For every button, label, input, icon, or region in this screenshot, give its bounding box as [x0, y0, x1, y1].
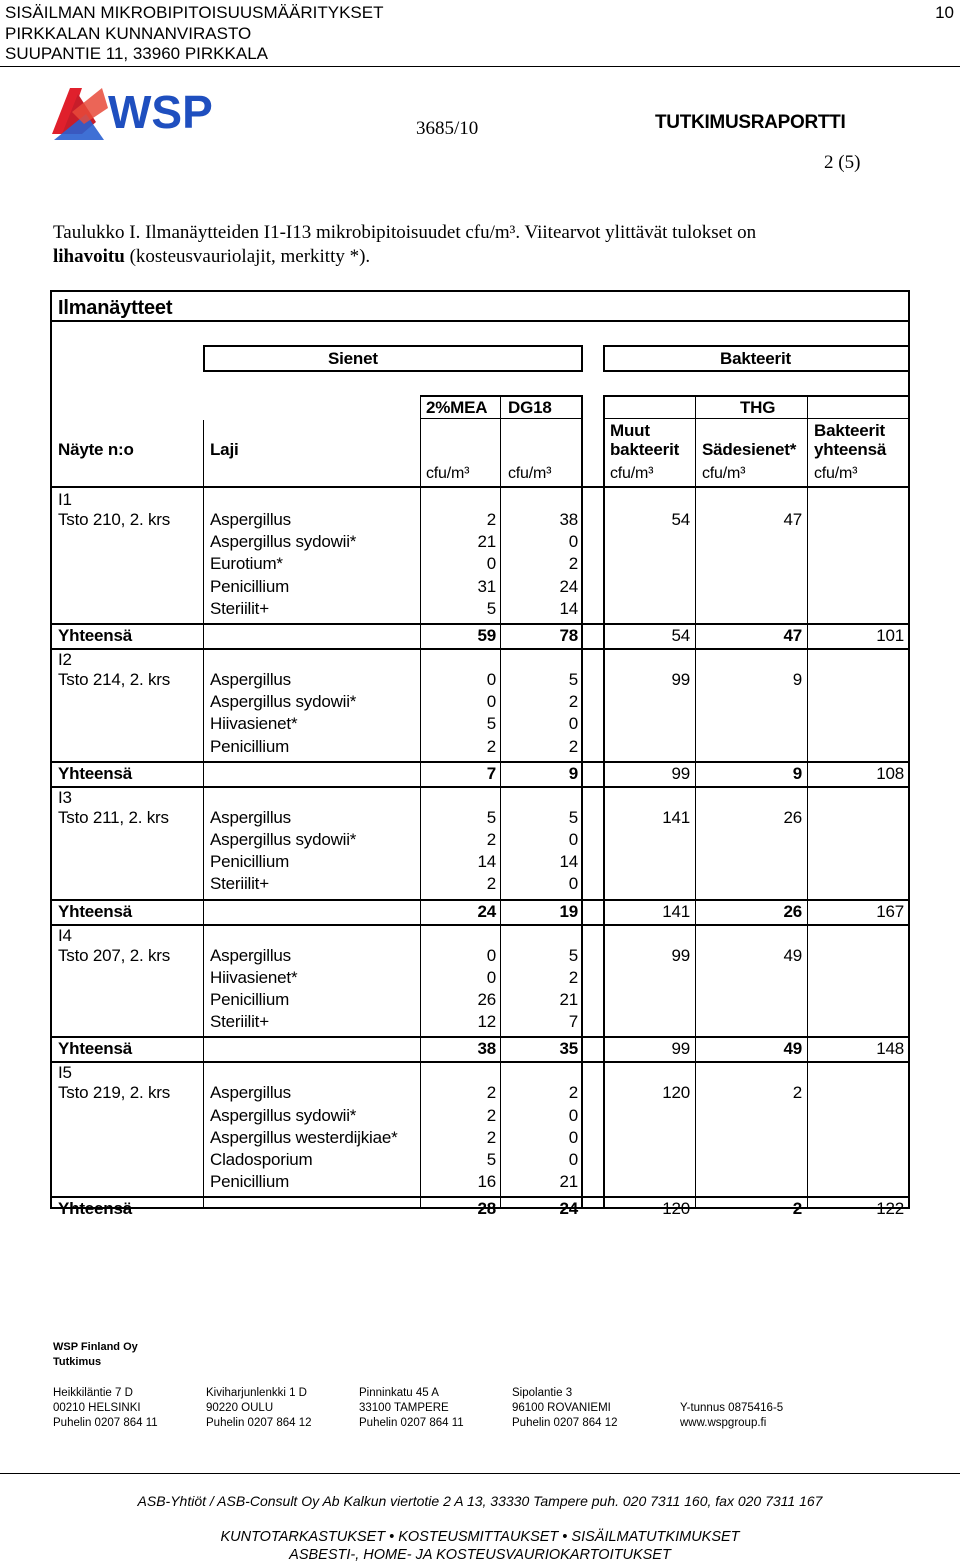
group-bacteria-label: Bakteerit: [720, 349, 791, 368]
value-dg18: 0: [568, 874, 578, 894]
species-name: Penicillium: [210, 1172, 290, 1192]
total-row-bottom: [52, 786, 910, 788]
sample-location: Tsto 219, 2. krs: [58, 1083, 171, 1103]
value-mea: 2: [486, 736, 496, 756]
value-other-bacteria: 120: [662, 1083, 690, 1103]
species-name: Aspergillus westerdijkiae*: [210, 1127, 398, 1147]
value-dg18: 2: [568, 736, 578, 756]
office-city: 33100 TAMPERE: [359, 1402, 449, 1414]
value-dg18: 0: [568, 714, 578, 734]
species-name: Aspergillus: [210, 510, 291, 529]
footer-office-tampere: [359, 1386, 464, 1431]
value-mea: 21: [477, 532, 496, 552]
office-street: Kiviharjunlenkki 1 D: [206, 1387, 307, 1399]
value-mea: 5: [486, 1150, 496, 1169]
sample-location: Tsto 211, 2. krs: [58, 807, 169, 827]
value-actino: 2: [792, 1083, 802, 1103]
species-name: Steriilit+: [210, 1012, 269, 1032]
value-actino: 47: [783, 510, 802, 529]
title-underline: [52, 320, 910, 322]
species-name: Steriilit+: [210, 598, 269, 618]
value-mea: 31: [477, 576, 496, 596]
column-divider: [807, 395, 808, 1209]
total-row-bottom: [52, 1061, 910, 1063]
value-mea: 2: [486, 830, 496, 849]
col-header-actino: Sädesienet*: [702, 440, 797, 459]
column-divider: [420, 395, 421, 1209]
value-mea: 12: [477, 1012, 496, 1032]
unit-label: cfu/m³: [508, 465, 552, 482]
total-mea: 28: [477, 1199, 496, 1219]
value-dg18: 5: [568, 807, 578, 827]
caption-rest: (kosteusvauriolajit, merkitty *).: [124, 246, 371, 267]
species-name: Hiivasienet*: [210, 967, 298, 987]
contact-line: ASB-Yhtiöt / ASB-Consult Oy Ab Kalkun viertotie 2 A 13, 33330 Tampere puh. 020 7311 160, fax 020 7311 167: [137, 1493, 823, 1509]
sub-header-thg: THG: [740, 398, 776, 417]
total-mea: 38: [477, 1039, 496, 1059]
species-name: Steriilit+: [210, 874, 269, 894]
value-other-bacteria: 99: [671, 945, 690, 965]
total-row-top: [52, 623, 910, 625]
value-mea: 0: [486, 945, 496, 965]
total-row-bottom: [52, 924, 910, 926]
value-dg18: 2: [568, 967, 578, 987]
wsp-logo-icon: [52, 84, 227, 142]
sample-location: Tsto 207, 2. krs: [58, 945, 171, 965]
total-other: 120: [662, 1199, 690, 1219]
species-name: Aspergillus: [210, 670, 291, 689]
value-dg18: 21: [559, 990, 578, 1009]
footer-company-dept: Tutkimus: [53, 1356, 102, 1368]
value-dg18: 2: [568, 554, 578, 574]
species-name: Penicillium: [210, 576, 290, 596]
services-lines: [0, 1528, 960, 1564]
footer-office-helsinki: [53, 1386, 158, 1431]
bacteria-box-top: [603, 345, 910, 347]
office-street: Sipolantie 3: [512, 1387, 573, 1399]
services-line-2: ASBESTI-, HOME- JA KOSTEUSVAURIOKARTOITUKSET: [289, 1547, 671, 1563]
sample-id: I1: [58, 490, 72, 509]
website-link: www.wspgroup.fi: [680, 1417, 767, 1429]
mea-dg18-sub: [420, 418, 583, 419]
business-id: Y-tunnus 0875416-5: [680, 1402, 784, 1414]
footer-company: [53, 1340, 138, 1370]
footer-divider: [0, 1473, 960, 1474]
value-mea: 2: [486, 1083, 496, 1103]
value-actino: 26: [783, 807, 802, 827]
total-other: 141: [662, 901, 690, 921]
value-mea: 5: [486, 598, 496, 618]
caption-text: Taulukko I. Ilmanäytteiden I1-I13 mikrobipitoisuudet cfu/m³. Viitearvot ylittävät tulokset on: [53, 222, 757, 243]
value-dg18: 2: [568, 692, 578, 712]
col-header-other-1: Muut: [610, 421, 650, 440]
column-divider: [203, 420, 204, 1209]
value-mea: 0: [486, 670, 496, 689]
footer-office-rovaniemi: [512, 1386, 618, 1431]
column-divider: [500, 395, 501, 1209]
species-name: Aspergillus: [210, 945, 291, 965]
column-divider: [581, 395, 583, 1209]
total-label: Yhteensä: [58, 763, 132, 783]
unit-label: cfu/m³: [814, 465, 858, 482]
value-mea: 5: [486, 807, 496, 827]
value-mea: 5: [486, 714, 496, 734]
footer-office-oulu: [206, 1386, 312, 1431]
table-title: Ilmanäytteet: [58, 297, 173, 319]
thg-sub: [603, 418, 910, 419]
total-other: 99: [671, 763, 690, 783]
office-phone: Puhelin 0207 864 12: [512, 1417, 618, 1429]
office-street: Heikkiläntie 7 D: [53, 1387, 133, 1399]
value-other-bacteria: 54: [671, 510, 690, 529]
value-dg18: 5: [568, 670, 578, 689]
thg-top: [603, 395, 910, 397]
bacteria-box-left: [603, 345, 605, 372]
total-dg18: 24: [559, 1199, 578, 1219]
col-header-species: Laji: [210, 440, 239, 459]
species-name: Cladosporium: [210, 1150, 313, 1169]
table-caption: [53, 221, 883, 269]
header-divider: [0, 66, 960, 67]
value-mea: 0: [486, 967, 496, 987]
footer-business-id: [680, 1401, 783, 1431]
fungi-box-bottom: [203, 370, 583, 372]
sub-header-mea: 2%MEA: [426, 398, 488, 417]
species-name: Aspergillus: [210, 807, 291, 827]
column-divider: [420, 395, 421, 490]
value-mea: 0: [486, 692, 496, 712]
value-mea: 26: [477, 990, 496, 1009]
total-actino: 26: [783, 901, 802, 921]
total-row-top: [52, 899, 910, 901]
value-actino: 49: [783, 945, 802, 965]
sample-location: Tsto 210, 2. krs: [58, 510, 171, 529]
office-city: 00210 HELSINKI: [53, 1402, 141, 1414]
total-mea: 59: [477, 626, 496, 645]
total-row-bottom: [52, 648, 910, 650]
value-actino: 9: [792, 670, 802, 689]
header-line-1: SISÄILMAN MIKROBIPITOISUUSMÄÄRITYKSET: [5, 3, 384, 22]
value-mea: 0: [486, 554, 496, 574]
mea-dg18-top: [420, 395, 583, 397]
value-dg18: 0: [568, 1127, 578, 1147]
group-fungi-label: Sienet: [328, 349, 378, 368]
value-dg18: 0: [568, 830, 578, 849]
value-other-bacteria: 99: [671, 670, 690, 689]
office-city: 90220 OULU: [206, 1402, 274, 1414]
total-dg18: 9: [568, 763, 578, 783]
total-mea: 24: [477, 901, 496, 921]
total-row-top: [52, 761, 910, 763]
species-name: Hiivasienet*: [210, 714, 298, 734]
value-mea: 2: [486, 1105, 496, 1125]
total-bacteria: 108: [876, 763, 904, 783]
col-header-total-2: yhteensä: [814, 440, 887, 459]
doc-number: 3685/10: [416, 118, 479, 139]
office-phone: Puhelin 0207 864 12: [206, 1417, 312, 1429]
value-mea: 16: [477, 1172, 496, 1192]
species-name: Aspergillus sydowii*: [210, 532, 357, 552]
species-name: Aspergillus: [210, 1083, 291, 1103]
services-line-1: KUNTOTARKASTUKSET • KOSTEUSMITTAUKSET • SISÄILMATUTKIMUKSET: [220, 1529, 740, 1545]
value-dg18: 38: [559, 510, 578, 529]
total-label: Yhteensä: [58, 1199, 132, 1219]
species-name: Aspergillus sydowii*: [210, 1105, 357, 1125]
footer-company-name: WSP Finland Oy: [53, 1341, 138, 1353]
col-header-total-1: Bakteerit: [814, 421, 885, 440]
column-divider: [603, 395, 605, 1209]
total-bacteria: 122: [876, 1199, 904, 1219]
species-name: Aspergillus sydowii*: [210, 692, 357, 712]
office-city: 96100 ROVANIEMI: [512, 1402, 611, 1414]
unit-label: cfu/m³: [426, 465, 470, 482]
sample-id: I3: [58, 787, 72, 807]
sample-id: I4: [58, 925, 72, 945]
total-label: Yhteensä: [58, 1039, 132, 1059]
office-phone: Puhelin 0207 864 11: [359, 1417, 464, 1429]
species-name: Eurotium*: [210, 554, 283, 574]
value-mea: 2: [486, 874, 496, 894]
value-dg18: 0: [568, 1150, 578, 1169]
total-actino: 47: [783, 626, 802, 645]
fungi-box-right: [581, 345, 583, 372]
total-bacteria: 148: [876, 1039, 904, 1059]
value-dg18: 0: [568, 532, 578, 552]
value-dg18: 21: [559, 1172, 578, 1192]
total-other: 99: [671, 1039, 690, 1059]
species-name: Penicillium: [210, 852, 290, 872]
total-mea: 7: [486, 763, 496, 783]
total-label: Yhteensä: [58, 626, 132, 645]
total-actino: 9: [792, 763, 802, 783]
value-dg18: 5: [568, 945, 578, 965]
header-bottom-line: [52, 486, 910, 488]
bacteria-box-bottom: [603, 370, 910, 372]
value-dg18: 0: [568, 1105, 578, 1125]
total-other: 54: [671, 626, 690, 645]
total-actino: 49: [783, 1039, 802, 1059]
value-dg18: 14: [559, 852, 578, 872]
report-title: TUTKIMUSRAPORTTI: [655, 112, 846, 133]
sample-location: Tsto 214, 2. krs: [58, 670, 171, 689]
total-bacteria: 167: [876, 901, 904, 921]
value-mea: 2: [486, 1127, 496, 1147]
fungi-box-top: [203, 345, 583, 347]
office-phone: Puhelin 0207 864 11: [53, 1417, 158, 1429]
unit-label: cfu/m³: [610, 465, 654, 482]
total-row-top: [52, 1196, 910, 1198]
header-line-3: SUUPANTIE 11, 33960 PIRKKALA: [5, 44, 268, 63]
header-line-2: PIRKKALAN KUNNANVIRASTO: [5, 23, 252, 43]
total-dg18: 35: [559, 1039, 578, 1059]
species-name: Penicillium: [210, 736, 290, 756]
total-row-top: [52, 1036, 910, 1038]
total-label: Yhteensä: [58, 901, 132, 921]
office-street: Pinninkatu 45 A: [359, 1387, 439, 1399]
sample-id: I5: [58, 1063, 72, 1083]
value-dg18: 2: [568, 1083, 578, 1103]
value-mea: 2: [486, 510, 496, 529]
total-dg18: 19: [559, 901, 578, 921]
col-header-sample: Näyte n:o: [58, 440, 134, 459]
total-bacteria: 101: [876, 626, 904, 645]
page-header: [5, 3, 383, 65]
page-number: 10: [935, 3, 954, 22]
species-name: Aspergillus sydowii*: [210, 830, 357, 849]
value-dg18: 7: [568, 1012, 578, 1032]
value-dg18: 14: [559, 598, 578, 618]
species-name: Penicillium: [210, 990, 290, 1009]
total-actino: 2: [792, 1199, 802, 1219]
value-dg18: 24: [559, 576, 578, 596]
sub-header-dg18: DG18: [508, 398, 552, 417]
report-page: 2 (5): [824, 152, 861, 173]
total-dg18: 78: [559, 626, 578, 645]
unit-label: cfu/m³: [702, 465, 746, 482]
caption-bold-word: lihavoitu: [53, 246, 125, 267]
col-header-other-2: bakteerit: [610, 440, 680, 459]
wsp-logo-text: WSP: [108, 86, 213, 138]
wsp-logo: [52, 84, 227, 147]
value-mea: 14: [477, 852, 496, 872]
column-divider: [695, 395, 696, 1209]
fungi-box-left: [203, 345, 205, 372]
value-other-bacteria: 141: [662, 807, 690, 827]
sample-id: I2: [58, 650, 72, 669]
